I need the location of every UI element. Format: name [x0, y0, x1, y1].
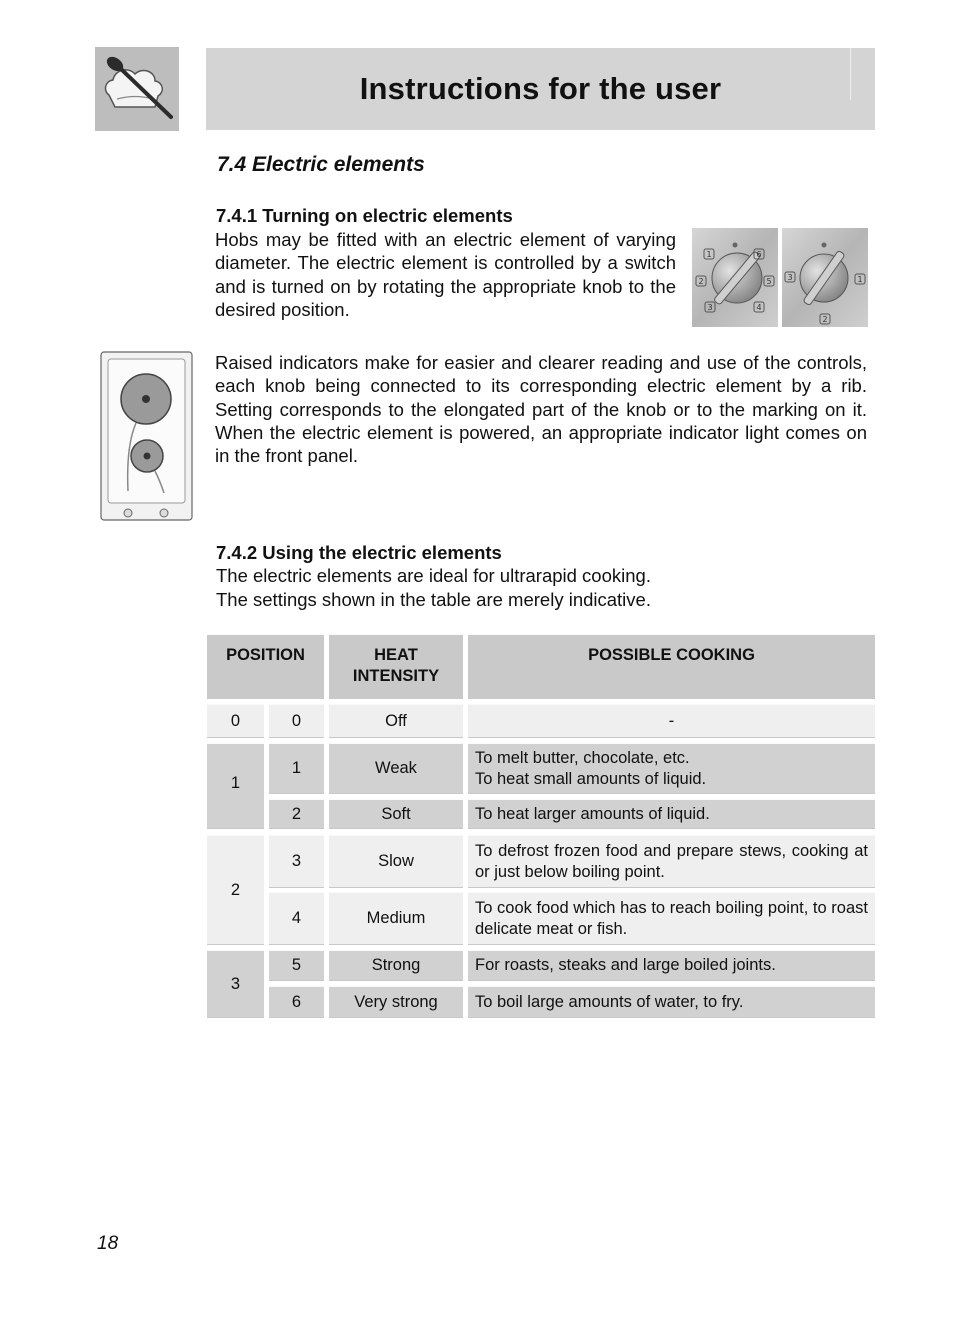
paragraph-line: The settings shown in the table are merely indicative. — [216, 589, 651, 610]
table-cell-position: 3 — [269, 835, 324, 888]
table-cell-cooking — [468, 835, 875, 888]
table-group-label: 3 — [207, 950, 264, 1018]
table-cell-position: 0 — [269, 704, 324, 738]
cooking-line: To defrost frozen food and prepare stews, cooking at or just below boiling point. — [475, 841, 868, 881]
table-cell-position: 6 — [269, 986, 324, 1018]
knob-right-label: 3 — [787, 273, 793, 282]
knob-right-zero-dot — [822, 243, 827, 248]
knobs-illustration — [692, 228, 868, 327]
table-group-label-text: 1 — [230, 773, 241, 792]
table-header-position: POSITION — [207, 634, 324, 699]
table-group-label — [207, 743, 264, 829]
header-bar — [206, 48, 875, 130]
table-group-label: 0 — [207, 704, 264, 738]
table-cell-position: 5 — [269, 950, 324, 981]
table-cell-heat: Strong — [329, 950, 463, 981]
table-cell-cooking — [468, 892, 875, 945]
subsection-title-7-4-1: 7.4.1 Turning on electric elements — [216, 205, 513, 226]
knob-right-label: 1 — [857, 275, 863, 284]
knob-right-label: 2 — [822, 315, 828, 324]
knob-left-label: 4 — [756, 303, 762, 312]
table-cell-heat: Weak — [329, 743, 463, 794]
knob-left-label: 5 — [766, 277, 772, 286]
table-cell-position: 4 — [269, 892, 324, 945]
table-header-heat: HEAT INTENSITY — [329, 634, 463, 699]
cooking-line: To melt butter, chocolate, etc. — [475, 748, 690, 767]
paragraph-turning-on: Hobs may be fitted with an electric element of varying diameter. The electric element is controlled by a switch and is turned on by rotating the appropriate knob to the desired position. — [215, 229, 676, 320]
knob-left-label: 1 — [706, 250, 712, 259]
cooking-line: To cook food which has to reach boiling point, to roast delicate meat or fish. — [475, 898, 868, 938]
table-header-cooking: POSSIBLE COOKING — [468, 634, 875, 699]
table-cell-heat: Slow — [329, 835, 463, 888]
table-cell-cooking: - — [468, 704, 875, 738]
table-cell-heat: Medium — [329, 892, 463, 945]
table-cell-heat: Very strong — [329, 986, 463, 1018]
paragraph-raised-indicators: Raised indicators make for easier and clearer reading and use of the controls, each knob being connected to its corresponding electric element by a rib. Setting corresponds to the elongated part of the knob or to the marking on it. When the electric element is powered, an appropriate indicator light comes on in the front panel. — [215, 352, 867, 467]
table-cell-heat: Off — [329, 704, 463, 738]
paragraph-line: The electric elements are ideal for ultrarapid cooking. — [216, 565, 651, 586]
knob-left-zero-dot — [733, 243, 738, 248]
cooking-line: To heat small amounts of liquid. — [475, 769, 707, 788]
table-cell-cooking — [468, 986, 875, 1018]
table-cell-cooking — [468, 799, 875, 829]
table-cell-cooking — [468, 950, 875, 981]
knob-left-label: 2 — [698, 277, 704, 286]
cooking-line: To heat larger amounts of liquid. — [475, 804, 710, 823]
logo — [95, 47, 179, 131]
subsection-title-7-4-2: 7.4.2 Using the electric elements — [216, 542, 502, 563]
table-cell-cooking — [468, 743, 875, 794]
spoon-chef-hat-icon — [95, 47, 179, 131]
cooking-line: For roasts, steaks and large boiled joints. — [475, 956, 776, 974]
hob-illustration — [100, 351, 193, 521]
section-title: 7.4 Electric elements — [217, 153, 425, 176]
knob-left-label: 6 — [756, 250, 762, 259]
table-group-label: 2 — [207, 835, 264, 945]
page-number: 18 — [97, 1233, 119, 1254]
page-title: Instructions for the user — [359, 71, 722, 106]
table-cell-position: 2 — [269, 799, 324, 829]
cooking-line: To boil large amounts of water, to fry. — [475, 992, 744, 1011]
table-cell-heat: Soft — [329, 799, 463, 829]
table-cell-position: 1 — [269, 743, 324, 794]
knob-left-label: 3 — [707, 303, 713, 312]
